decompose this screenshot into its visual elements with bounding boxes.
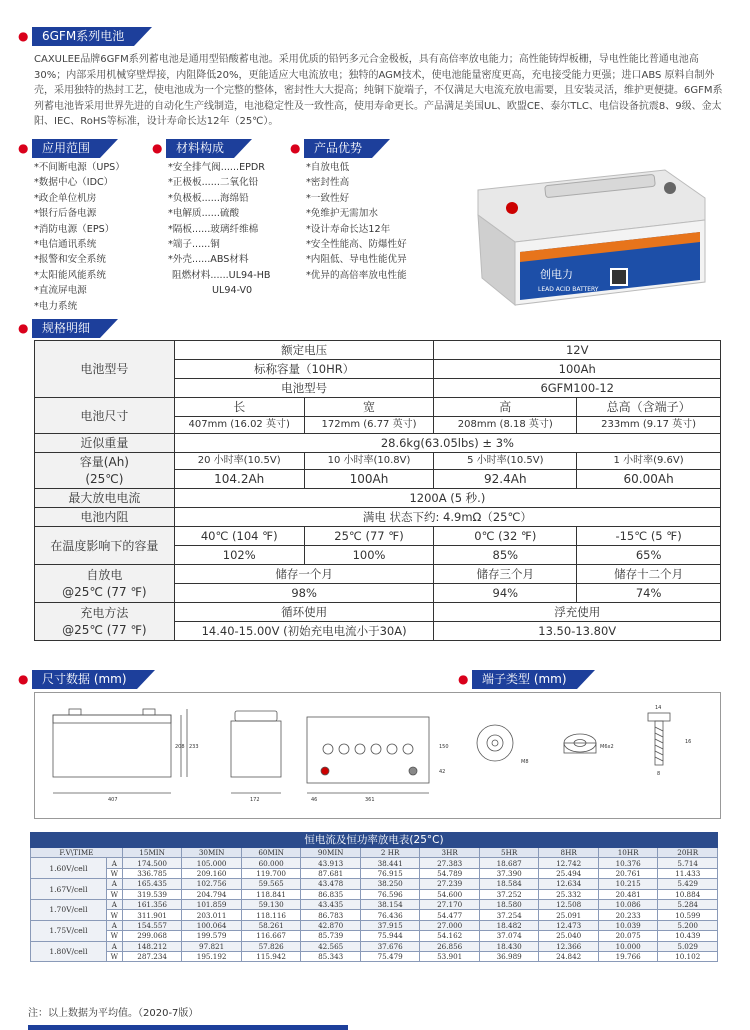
table-cell: 336.785: [122, 868, 182, 878]
spec-label-line: 容量(Ah): [79, 454, 129, 469]
spec-cell: 233mm (9.17 英寸): [577, 417, 721, 434]
discharge-table: [30, 832, 718, 962]
table-cell: 311.901: [122, 910, 182, 920]
table-cell: 27.170: [420, 899, 480, 909]
table-cell: 10.376: [598, 858, 658, 868]
table-cell: 11.433: [658, 868, 718, 878]
section-header-advantages: [290, 138, 372, 158]
bullet-icon: ●: [18, 141, 29, 155]
spec-table: [34, 340, 721, 641]
table-cell: 18.584: [479, 879, 539, 889]
table-cell: 43.913: [301, 858, 361, 868]
table-cell: 38.154: [360, 899, 420, 909]
spec-label-line: @25℃ (77 ℉): [62, 622, 147, 637]
spec-cell: 20 小时率(10.5V): [174, 453, 304, 470]
voltage-cell: 1.67V/cell: [31, 879, 107, 900]
list-item: *政企单位机房: [34, 192, 97, 204]
table-cell: 165.435: [122, 879, 182, 889]
table-cell: 209.160: [182, 868, 242, 878]
table-cell: 5.200: [658, 920, 718, 930]
spec-cell: 0℃ (32 ℉): [434, 527, 577, 546]
table-cell: 154.557: [122, 920, 182, 930]
list-item: *不间断电源（UPS）: [34, 162, 125, 173]
list-item: *端子......铜: [168, 239, 220, 251]
table-header: 5HR: [479, 848, 539, 858]
table-cell: 86.835: [301, 889, 361, 899]
spec-cell: 102%: [174, 546, 304, 565]
voltage-cell: 1.80V/cell: [31, 941, 107, 962]
spec-cell: 长: [174, 398, 304, 417]
table-cell: 20.761: [598, 868, 658, 878]
table-cell: 27.000: [420, 920, 480, 930]
table-cell: 37.676: [360, 941, 420, 951]
list-item: *银行后备电源: [34, 208, 97, 220]
bullet-icon: ●: [458, 672, 469, 686]
dim-label: 42: [439, 769, 446, 775]
table-cell: 10.086: [598, 899, 658, 909]
table-cell: 12.366: [539, 941, 599, 951]
table-cell: 10.439: [658, 931, 718, 941]
table-cell: 119.700: [241, 868, 301, 878]
spec-cell: 储存十二个月: [577, 565, 721, 584]
dim-label: 16: [685, 739, 692, 745]
discharge-table-title: 恒电流及恒功率放电表(25°C): [31, 833, 718, 848]
unit-cell: A: [106, 879, 122, 889]
list-item: *负极板......海绵铅: [168, 192, 249, 204]
list-item: *电力系统: [34, 300, 78, 312]
list-item: *外壳......ABS材料: [168, 254, 249, 266]
table-cell: 10.039: [598, 920, 658, 930]
spec-cell: 100%: [304, 546, 434, 565]
table-cell: 10.000: [598, 941, 658, 951]
unit-cell: W: [106, 931, 122, 941]
list-item: *自放电低: [306, 162, 350, 173]
unit-cell: A: [106, 858, 122, 868]
spec-cell: 12V: [434, 341, 721, 360]
table-cell: 60.000: [241, 858, 301, 868]
spec-cell: 标称容量（10HR）: [174, 360, 434, 379]
section-header-terminal: [458, 669, 577, 689]
intro-text: CAXULEE品牌6GFM系列蓄电池是通用型铅酸蓄电池。采用优质的铅钙多元合金极板，具有高倍率放电能力；高性能铸焊板栅，导电性能比普通电池高30%；内部采用机械穿壁焊接，内阻降低20%，更能适应大电流放电；独特的AGM技术，使电池能量密度更高，充电接受能力更强；进口ABS 原料自制外壳，采用独特的热封工艺，使电池成为一个完整的整体，密封性大大提高；纯铜下旋端子，不仅满足大电流充放电需要，且安装灵活，维护更便捷。6GFM系列蓄电池皆采用世界先进的自动化生产线制造，电池稳定性及一致性高，使用寿命更长。产品满足美国UL、欧盟CE、泰尔TLC、电信设备抗震8、9级、金太阳、IEC、RoHS等标准，设计寿命长达12年（25℃）。: [34, 54, 723, 127]
table-cell: 19.766: [598, 951, 658, 961]
unit-cell: A: [106, 920, 122, 930]
unit-cell: A: [106, 941, 122, 951]
table-row: [31, 868, 718, 878]
voltage-cell: 1.60V/cell: [31, 858, 107, 879]
spec-cell: 407mm (16.02 英寸): [174, 417, 304, 434]
spec-cell: 13.50-13.80V: [434, 622, 721, 641]
spec-cell: 储存三个月: [434, 565, 577, 584]
list-item: UL94-V0: [212, 285, 253, 297]
spec-cell: 28.6kg(63.05lbs) ± 3%: [174, 434, 720, 453]
table-cell: 37.252: [479, 889, 539, 899]
voltage-cell: 1.75V/cell: [31, 920, 107, 941]
bullet-icon: ●: [152, 141, 163, 155]
table-cell: 38.250: [360, 879, 420, 889]
table-cell: 37.254: [479, 910, 539, 920]
table-cell: 37.915: [360, 920, 420, 930]
dim-label: 150: [439, 744, 449, 750]
table-cell: 43.435: [301, 899, 361, 909]
table-cell: 102.756: [182, 879, 242, 889]
unit-cell: W: [106, 951, 122, 961]
spec-label: 电池型号: [35, 341, 175, 398]
table-cell: 10.884: [658, 889, 718, 899]
table-cell: 27.383: [420, 858, 480, 868]
dim-label: 361: [365, 797, 375, 803]
spec-cell: 额定电压: [174, 341, 434, 360]
table-cell: 25.040: [539, 931, 599, 941]
spec-cell: 14.40-15.00V (初始充电电流小于30A): [174, 622, 434, 641]
table-header: 8HR: [539, 848, 599, 858]
table-cell: 59.130: [241, 899, 301, 909]
table-cell: 118.841: [241, 889, 301, 899]
spec-cell: 高: [434, 398, 577, 417]
table-cell: 86.783: [301, 910, 361, 920]
table-cell: 161.356: [122, 899, 182, 909]
dim-label: 172: [250, 797, 260, 803]
spec-cell: 浮充使用: [434, 603, 721, 622]
section-header-dims: [18, 669, 137, 689]
spec-cell: 10 小时率(10.8V): [304, 453, 434, 470]
table-cell: 42.565: [301, 941, 361, 951]
dim-label: 46: [311, 797, 318, 803]
section-header-specs: [18, 318, 100, 338]
table-cell: 53.901: [420, 951, 480, 961]
spec-cell: 208mm (8.18 英寸): [434, 417, 577, 434]
spec-cell: 92.4Ah: [434, 470, 577, 489]
table-cell: 18.430: [479, 941, 539, 951]
dim-label: 14: [655, 705, 662, 711]
spec-label-line: (25℃): [85, 471, 124, 486]
table-cell: 54.162: [420, 931, 480, 941]
battery-brand: 创电力: [540, 268, 573, 281]
table-cell: 26.856: [420, 941, 480, 951]
voltage-cell: 1.70V/cell: [31, 899, 107, 920]
spec-label: 近似重量: [35, 434, 175, 453]
table-cell: 76.915: [360, 868, 420, 878]
section-header-series: [18, 26, 134, 46]
table-cell: 43.478: [301, 879, 361, 889]
table-cell: 54.477: [420, 910, 480, 920]
spec-cell: 100Ah: [434, 360, 721, 379]
dim-label: 208: [175, 744, 185, 750]
list-item: *免维护无需加水: [306, 208, 378, 220]
table-row: [31, 951, 718, 961]
table-cell: 75.479: [360, 951, 420, 961]
table-cell: 100.064: [182, 920, 242, 930]
spec-cell: 1 小时率(9.6V): [577, 453, 721, 470]
table-cell: 319.539: [122, 889, 182, 899]
table-cell: 58.261: [241, 920, 301, 930]
list-item: *数据中心（IDC）: [34, 177, 114, 189]
table-cell: 20.233: [598, 910, 658, 920]
table-cell: 25.332: [539, 889, 599, 899]
section-title: 端子类型 (mm): [472, 670, 577, 689]
spec-cell: 电池型号: [174, 379, 434, 398]
table-cell: 18.687: [479, 858, 539, 868]
table-cell: 76.436: [360, 910, 420, 920]
spec-cell: 100Ah: [304, 470, 434, 489]
bullet-icon: ●: [18, 321, 29, 335]
table-row: [31, 879, 718, 889]
spec-cell: 94%: [434, 584, 577, 603]
table-header: 20HR: [658, 848, 718, 858]
table-cell: 287.234: [122, 951, 182, 961]
spec-cell: 172mm (6.77 英寸): [304, 417, 434, 434]
bottom-bar: [28, 1025, 348, 1030]
spec-cell: 宽: [304, 398, 434, 417]
spec-cell: 104.2Ah: [174, 470, 304, 489]
table-cell: 116.667: [241, 931, 301, 941]
spec-cell: 85%: [434, 546, 577, 565]
dim-label: 8: [657, 771, 661, 777]
table-cell: 20.481: [598, 889, 658, 899]
spec-cell: 6GFM100-12: [434, 379, 721, 398]
table-row: [31, 899, 718, 909]
battery-image: [460, 160, 720, 310]
bullet-icon: ●: [18, 29, 29, 43]
list-item: *正极板......二氧化铅: [168, 177, 259, 189]
list-item: *消防电源（EPS）: [34, 223, 115, 235]
table-cell: 5.429: [658, 879, 718, 889]
table-cell: 5.029: [658, 941, 718, 951]
spec-cell: 循环使用: [174, 603, 434, 622]
section-header-materials: [152, 138, 234, 158]
table-cell: 36.989: [479, 951, 539, 961]
spec-label: [35, 453, 175, 489]
advantages-list: [306, 160, 407, 283]
list-item: *直流屏电源: [34, 285, 87, 297]
table-cell: 20.075: [598, 931, 658, 941]
table-cell: 87.681: [301, 868, 361, 878]
section-title: 材料构成: [166, 139, 234, 158]
list-item: *设计寿命长达12年: [306, 223, 391, 235]
table-cell: 75.944: [360, 931, 420, 941]
materials-list: [168, 160, 271, 299]
table-cell: 18.580: [479, 899, 539, 909]
table-cell: 25.494: [539, 868, 599, 878]
table-cell: 38.441: [360, 858, 420, 868]
table-header: 30MIN: [182, 848, 242, 858]
spec-cell: 总高（含端子）: [577, 398, 721, 417]
table-cell: 148.212: [122, 941, 182, 951]
table-cell: 10.599: [658, 910, 718, 920]
table-cell: 199.579: [182, 931, 242, 941]
spec-cell: 5 小时率(10.5V): [434, 453, 577, 470]
table-row: [31, 910, 718, 920]
table-cell: 24.842: [539, 951, 599, 961]
table-header: F.V\TIME: [31, 848, 123, 858]
table-cell: 105.000: [182, 858, 242, 868]
spec-cell: 40℃ (104 ℉): [174, 527, 304, 546]
list-item: *安全排气阀......EPDR: [168, 162, 265, 173]
spec-cell: 满电 状态下约: 4.9mΩ（25℃）: [174, 508, 720, 527]
table-cell: 174.500: [122, 858, 182, 868]
table-cell: 118.116: [241, 910, 301, 920]
list-item: *电信通讯系统: [34, 239, 97, 251]
bullet-icon: ●: [290, 141, 301, 155]
table-cell: 12.634: [539, 879, 599, 889]
table-cell: 37.390: [479, 868, 539, 878]
table-cell: 76.596: [360, 889, 420, 899]
dim-label: 233: [189, 744, 199, 750]
dim-label: M8: [521, 759, 529, 765]
table-cell: 85.739: [301, 931, 361, 941]
unit-cell: W: [106, 910, 122, 920]
table-row: [31, 889, 718, 899]
dim-label: 407: [108, 797, 118, 803]
spec-label: 电池内阻: [35, 508, 175, 527]
table-header: 2 HR: [360, 848, 420, 858]
table-cell: 204.794: [182, 889, 242, 899]
battery-label: LEAD ACID BATTERY: [538, 286, 599, 293]
table-cell: 54.600: [420, 889, 480, 899]
section-title: 6GFM系列电池: [32, 27, 134, 46]
section-title: 应用范围: [32, 139, 100, 158]
table-cell: 115.942: [241, 951, 301, 961]
spec-cell: 65%: [577, 546, 721, 565]
table-cell: 10.215: [598, 879, 658, 889]
table-cell: 25.091: [539, 910, 599, 920]
list-item: *报警和安全系统: [34, 254, 106, 266]
table-cell: 101.859: [182, 899, 242, 909]
table-cell: 12.508: [539, 899, 599, 909]
table-cell: 10.102: [658, 951, 718, 961]
spec-label-line: 充电方法: [80, 605, 129, 620]
list-item: *密封性高: [306, 177, 350, 189]
list-item: *太阳能风能系统: [34, 269, 106, 281]
list-item: 阻燃材料......UL94-HB: [172, 269, 271, 281]
unit-cell: W: [106, 889, 122, 899]
table-cell: 54.789: [420, 868, 480, 878]
list-item: *优异的高倍率放电性能: [306, 269, 407, 281]
table-cell: 37.074: [479, 931, 539, 941]
dim-label: M6x2: [600, 744, 614, 750]
table-cell: 59.565: [241, 879, 301, 889]
spec-label-line: 自放电: [86, 567, 123, 582]
table-cell: 57.826: [241, 941, 301, 951]
spec-cell: -15℃ (5 ℉): [577, 527, 721, 546]
section-title: 产品优势: [304, 139, 372, 158]
table-cell: 5.714: [658, 858, 718, 868]
table-header: 10HR: [598, 848, 658, 858]
spec-label: 最大放电电流: [35, 489, 175, 508]
list-item: *电解质......硫酸: [168, 208, 240, 220]
table-header: 3HR: [420, 848, 480, 858]
spec-cell: 25℃ (77 ℉): [304, 527, 434, 546]
list-item: *一致性好: [306, 192, 350, 204]
list-item: *安全性能高、防爆性好: [306, 239, 407, 251]
list-item: *隔板......玻璃纤维棉: [168, 223, 259, 235]
table-row: [31, 858, 718, 868]
section-title: 尺寸数据 (mm): [32, 670, 137, 689]
dimension-drawing: [35, 693, 720, 818]
table-header: 60MIN: [241, 848, 301, 858]
table-cell: 12.742: [539, 858, 599, 868]
table-cell: 12.473: [539, 920, 599, 930]
table-header: 90MIN: [301, 848, 361, 858]
apps-list: [34, 160, 125, 314]
table-cell: 18.482: [479, 920, 539, 930]
spec-label: [35, 565, 175, 603]
table-header: 15MIN: [122, 848, 182, 858]
table-row: [31, 931, 718, 941]
section-header-apps: [18, 138, 100, 158]
table-cell: 299.068: [122, 931, 182, 941]
section-title: 规格明细: [32, 319, 100, 338]
spec-label: 在温度影响下的容量: [35, 527, 175, 565]
unit-cell: W: [106, 868, 122, 878]
spec-cell: 74%: [577, 584, 721, 603]
spec-cell: 60.00Ah: [577, 470, 721, 489]
footnote: 注：以上数据为平均值。（2020-7版）: [28, 1008, 199, 1019]
table-cell: 5.284: [658, 899, 718, 909]
table-cell: 97.821: [182, 941, 242, 951]
spec-cell: 98%: [174, 584, 434, 603]
table-cell: 203.011: [182, 910, 242, 920]
table-cell: 195.192: [182, 951, 242, 961]
bullet-icon: ●: [18, 672, 29, 686]
spec-cell: 1200A (5 秒.): [174, 489, 720, 508]
table-cell: 85.343: [301, 951, 361, 961]
dimensions-box: [34, 692, 721, 819]
table-row: [31, 941, 718, 951]
spec-label-line: @25℃ (77 ℉): [62, 584, 147, 599]
spec-label: 电池尺寸: [35, 398, 175, 434]
unit-cell: A: [106, 899, 122, 909]
table-row: [31, 920, 718, 930]
table-cell: 42.870: [301, 920, 361, 930]
spec-cell: 储存一个月: [174, 565, 434, 584]
list-item: *内阻低、导电性能优异: [306, 254, 407, 266]
spec-label: [35, 603, 175, 641]
table-cell: 27.239: [420, 879, 480, 889]
